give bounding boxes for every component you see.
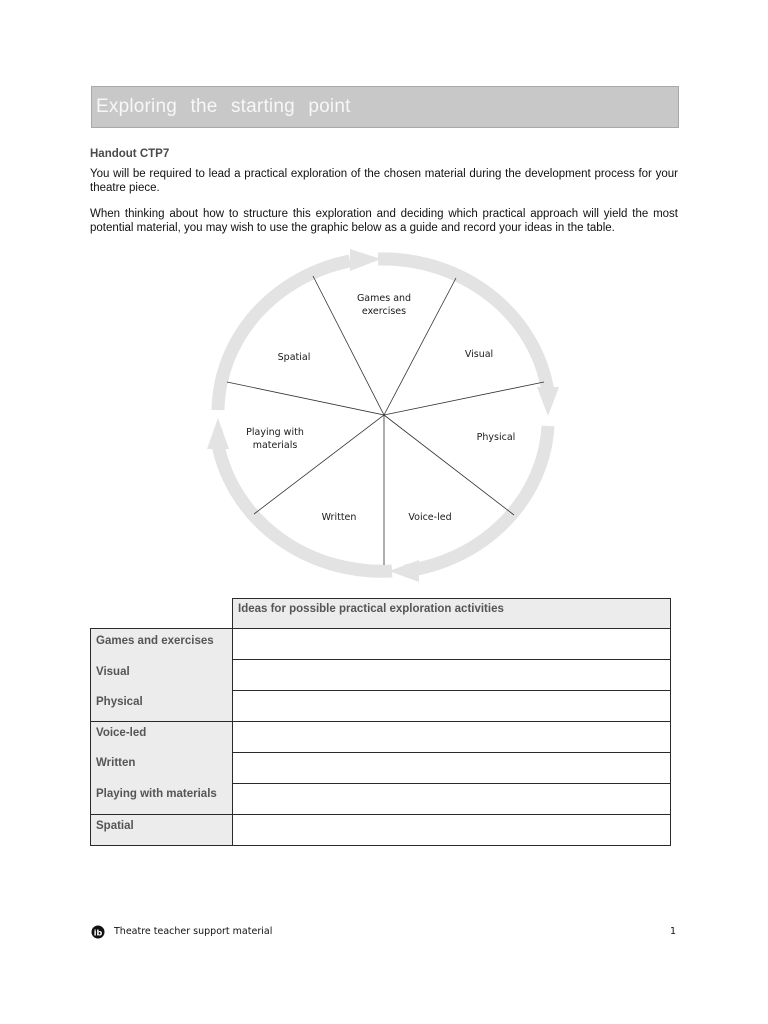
arrowhead-right	[537, 387, 559, 416]
row-group-3	[91, 815, 233, 846]
row-label-visual: Visual	[96, 666, 130, 678]
segment-label-playing: Playing with	[246, 427, 304, 438]
footer-text: Theatre teacher support material	[114, 926, 273, 937]
row-label-voice-led: Voice-led	[96, 727, 147, 739]
arrow-bottom-left	[218, 445, 392, 571]
segment-label-games: Games and	[356, 293, 412, 304]
arrow-top-right	[378, 259, 548, 392]
arrowhead-left	[207, 418, 229, 449]
ib-logo-icon	[91, 925, 105, 939]
row-group-1	[91, 629, 233, 722]
spoke	[384, 382, 544, 415]
ideas-cell-games[interactable]	[233, 629, 671, 660]
spoke	[384, 415, 514, 515]
segment-label-playing-2: materials	[252, 440, 298, 451]
intro-paragraph-1: You will be required to lead a practical exploration of the chosen material during the development process for your theatre piece.	[90, 168, 678, 194]
row-label-games: Games and exercises	[96, 635, 214, 647]
spoke	[227, 382, 384, 415]
segment-label-visual: Visual	[464, 349, 494, 360]
table-header: Ideas for possible practical exploration activities	[233, 599, 671, 629]
row-group-2	[91, 722, 233, 815]
ideas-cell-spatial[interactable]	[233, 815, 671, 846]
arrow-top-left	[218, 261, 350, 410]
ideas-cell-voice-led[interactable]	[233, 722, 671, 753]
segment-label-physical: Physical	[476, 432, 516, 443]
ideas-cell-playing[interactable]	[233, 784, 671, 815]
row-label-spatial: Spatial	[96, 820, 134, 832]
svg-text:ib: ib	[93, 928, 103, 938]
row-label-playing: Playing with materials	[96, 788, 217, 800]
table-row	[91, 722, 671, 753]
handout-label: Handout CTP7	[90, 148, 170, 160]
table-corner	[91, 599, 233, 629]
row-label-written: Written	[96, 757, 136, 769]
segment-label-voice-led: Voice-led	[408, 512, 452, 523]
segment-label-spatial: Spatial	[277, 352, 311, 363]
ideas-cell-written[interactable]	[233, 753, 671, 784]
table-row	[91, 815, 671, 846]
ideas-cell-physical[interactable]	[233, 691, 671, 722]
table-row	[91, 629, 671, 660]
ideas-table	[90, 598, 671, 846]
arrowhead-top	[350, 249, 381, 271]
segment-label-games-2: exercises	[361, 306, 407, 317]
table-header-row	[91, 599, 671, 629]
ideas-cell-visual[interactable]	[233, 660, 671, 691]
intro-paragraph-2: When thinking about how to structure this exploration and deciding which practical approach will yield the most potential material, you may wish to use the graphic below as a guide and record your ideas in the table.	[90, 208, 678, 234]
row-label-physical: Physical	[96, 696, 143, 708]
page-number: 1	[670, 926, 677, 937]
arrowhead-bottom	[389, 560, 419, 582]
page-title: Exploring the starting point	[96, 96, 351, 117]
segment-label-written: Written	[321, 512, 357, 523]
